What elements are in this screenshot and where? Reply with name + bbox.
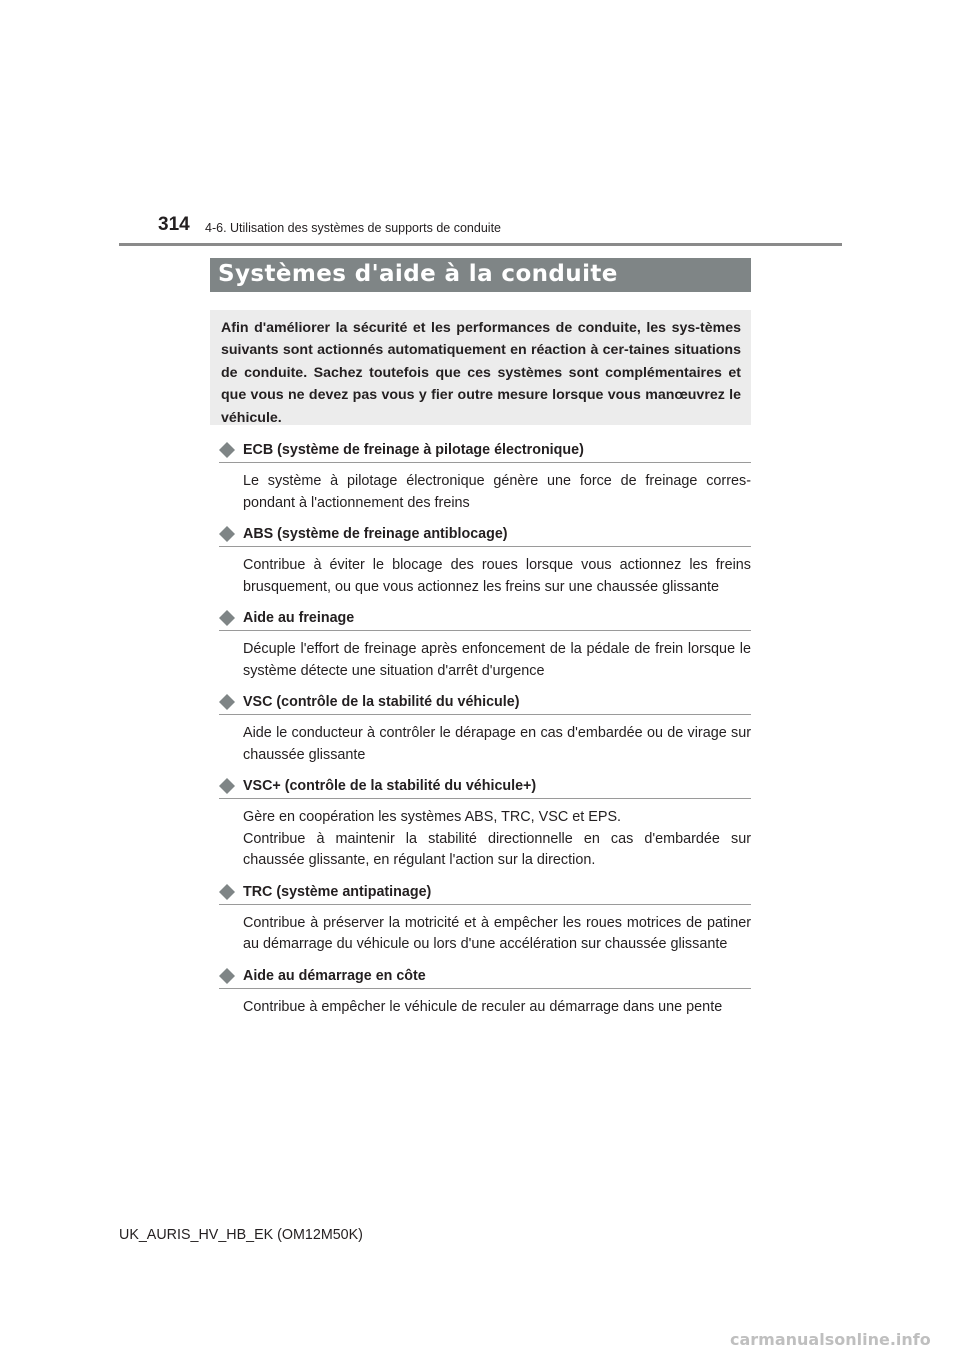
item-title: Aide au démarrage en côte [243, 967, 426, 984]
item-heading [219, 608, 751, 631]
item-description-paragraph: Le système à pilotage électronique génère une force de freinage corres-pondant à l'actionnement des freins [243, 473, 751, 511]
item-heading [219, 440, 751, 463]
item-heading [219, 966, 751, 989]
item-heading [219, 692, 751, 715]
list-item [219, 776, 751, 872]
item-description-paragraph: Aide le conducteur à contrôler le dérapage en cas d'embardée ou de virage sur chaussée glissante [243, 725, 751, 763]
item-heading [219, 882, 751, 905]
item-description [243, 639, 751, 682]
item-description-paragraph: Contribue à préserver la motricité et à empêcher les roues motrices de patiner au démarrage du véhicule ou lors d'une accélération sur chaussée glissante [243, 914, 751, 952]
list-item [219, 440, 751, 514]
header-divider [119, 243, 842, 246]
feature-list [219, 440, 751, 1028]
item-description-paragraph: Contribue à empêcher le véhicule de reculer au démarrage dans une pente [243, 998, 723, 1015]
document-code: UK_AURIS_HV_HB_EK (OM12M50K) [119, 1227, 363, 1243]
diamond-bullet-icon [219, 884, 235, 900]
intro-text: Afin d'améliorer la sécurité et les performances de conduite, les sys-tèmes suivants sont actionnés automatiquement en réaction à cer-taines situations de conduite. Sachez toutefois que ces systèmes sont complémentaires et que vous ne devez pas vous y fier outre mesure lorsque vous manœuvrez le véhicule. [221, 320, 741, 426]
item-description-paragraph: Gère en coopération les systèmes ABS, TRC, VSC et EPS. [243, 809, 622, 825]
list-item [219, 882, 751, 956]
item-description [243, 555, 751, 598]
item-title: ABS (système de freinage antiblocage) [243, 526, 508, 542]
item-title: ECB (système de freinage à pilotage électronique) [243, 442, 584, 458]
item-description-paragraph: Contribue à maintenir la stabilité directionnelle en cas d'embardée sur chaussée glissante, en régulant l'action sur la direction. [243, 830, 751, 868]
item-description-paragraph: Décuple l'effort de freinage après enfoncement de la pédale de frein lorsque le système détecte une situation d'arrêt d'urgence [243, 641, 751, 679]
watermark: carmanualsonline.info [730, 1330, 931, 1349]
item-heading [219, 524, 751, 547]
item-title: Aide au freinage [243, 610, 355, 626]
section-banner [210, 258, 751, 292]
list-item [219, 608, 751, 682]
diamond-bullet-icon [219, 968, 235, 984]
list-item [219, 692, 751, 766]
item-title: TRC (système antipatinage) [243, 883, 432, 900]
chapter-title: 4-6. Utilisation des systèmes de supports de conduite [205, 221, 501, 235]
diamond-bullet-icon [219, 442, 235, 458]
item-title: VSC (contrôle de la stabilité du véhicule) [243, 694, 520, 710]
item-description [243, 997, 751, 1019]
diamond-bullet-icon [219, 778, 235, 794]
item-heading [219, 776, 751, 799]
diamond-bullet-icon [219, 610, 235, 626]
item-description [243, 913, 751, 956]
diamond-bullet-icon [219, 526, 235, 542]
item-title: VSC+ (contrôle de la stabilité du véhicule+) [243, 778, 537, 794]
list-item [219, 966, 751, 1019]
item-description [243, 723, 751, 766]
item-description [243, 807, 751, 872]
item-description-paragraph: Contribue à éviter le blocage des roues lorsque vous actionnez les freins brusquement, ou que vous actionnez les freins sur une chaussée glissante [243, 557, 751, 595]
item-description [243, 471, 751, 514]
list-item [219, 524, 751, 598]
diamond-bullet-icon [219, 694, 235, 710]
intro-box [210, 310, 751, 425]
page-number: 314 [158, 214, 190, 235]
section-title: Systèmes d'aide à la conduite [218, 261, 618, 287]
